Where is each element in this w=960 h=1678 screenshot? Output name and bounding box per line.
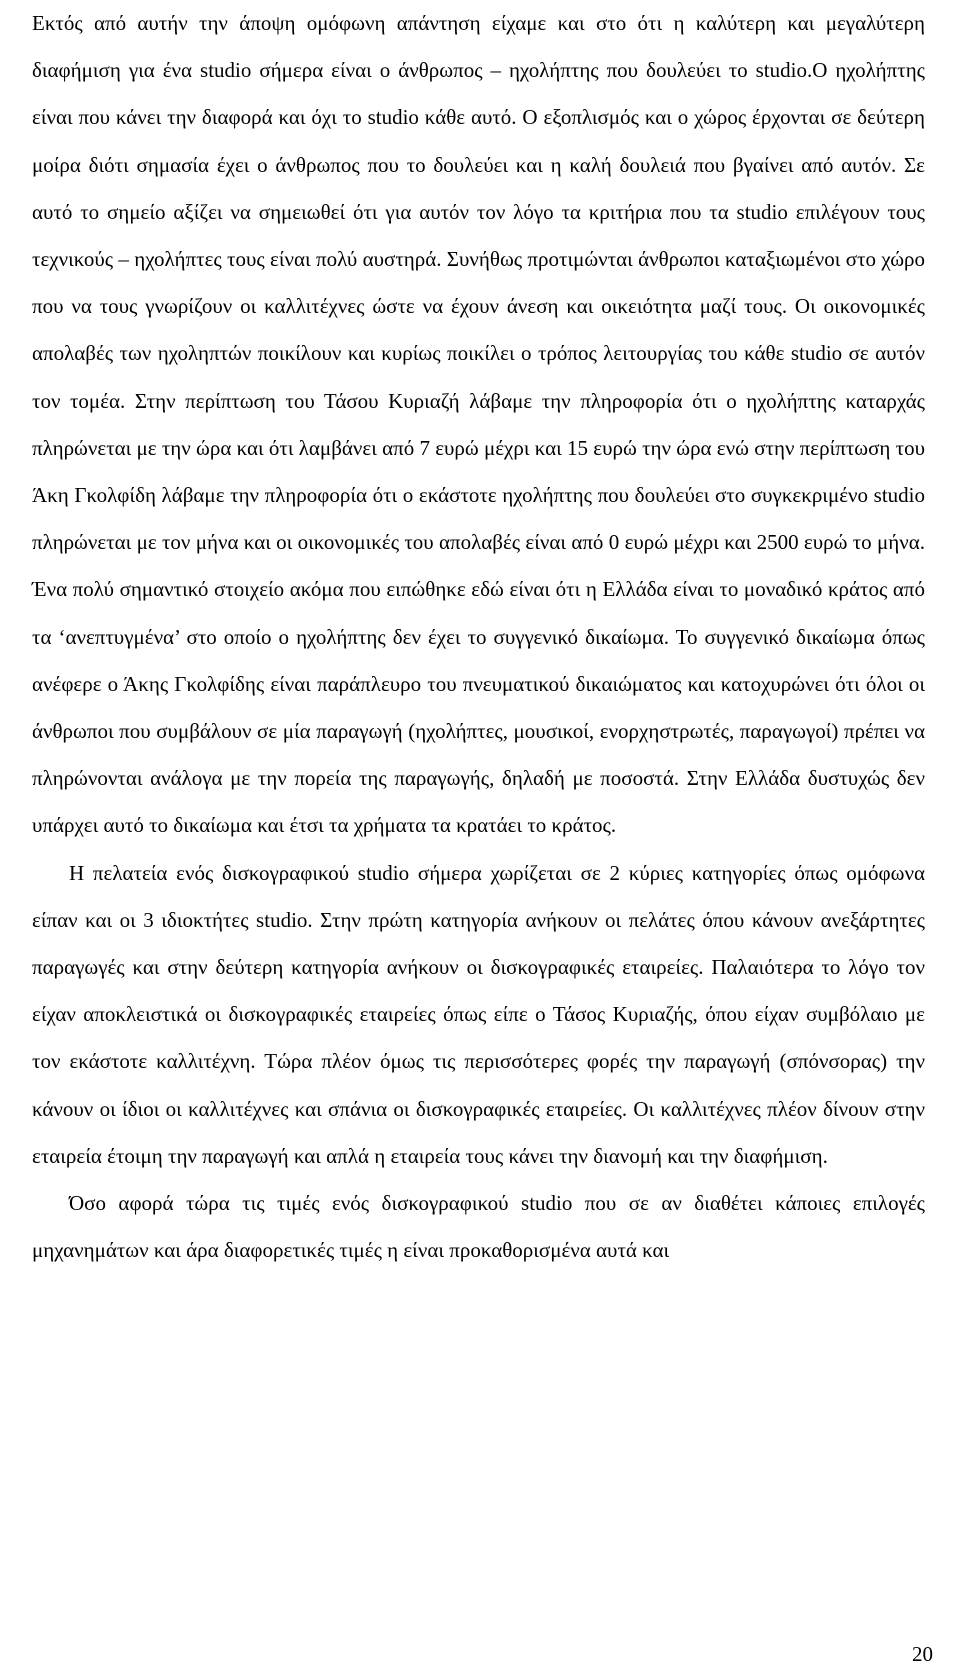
page-number: 20: [912, 1642, 933, 1666]
paragraph-2: Η πελατεία ενός δισκογραφικού studio σήμερα χωρίζεται σε 2 κύριες κατηγορίες όπως ομόφωνα είπαν και οι 3 ιδιοκτήτες studio. Στην πρώτη κατηγορία ανήκουν οι πελάτες όπου κάνουν ανεξάρτητες παραγωγές και στην δεύτερη κατηγορία ανήκουν οι δισκογραφικές εταιρείες. Παλαιότερα το λόγο τον είχαν αποκλειστικά οι δισκογραφικές εταιρείες όπως είπε ο Τάσος Κυριαζής, όπου είχαν συμβόλαιο με τον εκάστοτε καλλιτέχνη. Τώρα πλέον όμως τις περισσότερες φορές την παραγωγή (σπόνσορας) την κάνουν οι ίδιοι οι καλλιτέχνες και σπάνια οι δισκογραφικές εταιρείες. Οι καλλιτέχνες πλέον δίνουν στην εταιρεία έτοιμη την παραγωγή και απλά η εταιρεία τους κάνει την διανομή και την διαφήμιση.: [32, 860, 925, 1168]
paragraph-3: Όσο αφορά τώρα τις τιμές ενός δισκογραφικού studio που σε αν διαθέτει κάποιες επιλογές μηχανημάτων και άρα διαφορετικές τιμές η είναι προκαθορισμένα αυτά και: [32, 1191, 925, 1263]
paragraph-1: Εκτός από αυτήν την άποψη ομόφωνη απάντηση είχαμε και στο ότι η καλύτερη και μεγαλύτερη διαφήμιση για ένα studio σήμερα είναι ο άνθρωπος – ηχολήπτης που δουλεύει το studio.Ο ηχολήπτης είναι που κάνει την διαφορά και όχι το studio κάθε αυτό. Ο εξοπλισμός και ο χώρος έρχονται σε δεύτερη μοίρα διότι σημασία έχει ο άνθρωπος που το δουλεύει και η καλή δουλειά που βγαίνει από αυτόν. Σε αυτό το σημείο αξίζει να σημειωθεί ότι για αυτόν τον λόγο τα κριτήρια που τα studio επιλέγουν τους τεχνικούς – ηχολήπτες τους είναι πολύ αυστηρά. Συνήθως προτιμώνται άνθρωποι καταξιωμένοι στο χώρο που να τους γνωρίζουν οι καλλιτέχνες ώστε να έχουν άνεση και οικειότητα μαζί τους. Οι οικονομικές απολαβές των ηχοληπτών ποικίλουν και κυρίως ποικίλει ο τρόπος λειτουργίας του κάθε studio σε αυτόν τον τομέα. Στην περίπτωση του Τάσου Κυριαζή λάβαμε την πληροφορία ότι ο ηχολήπτης καταρχάς πληρώνεται με την ώρα και ότι λαμβάνει από 7 ευρώ μέχρι και 15 ευρώ την ώρα ενώ στην περίπτωση του Άκη Γκολφίδη λάβαμε την πληροφορία ότι ο εκάστοτε ηχολήπτης που δουλεύει στο συγκεκριμένο studio πληρώνεται με τον μήνα και οι οικονομικές του απολαβές είναι από 0 ευρώ μέχρι και 2500 ευρώ το μήνα. Ένα πολύ σημαντικό στοιχείο ακόμα που ειπώθηκε εδώ είναι ότι η Ελλάδα είναι το μοναδικό κράτος από τα ‘ανεπτυγμένα’ στο οποίο ο ηχολήπτης δεν έχει το συγγενικό δικαίωμα. Το συγγενικό δικαίωμα όπως ανέφερε ο Άκης Γκολφίδης είναι παράπλευρο του πνευματικού δικαιώματος και κατοχυρώνει ότι όλοι οι άνθρωποι που συμβάλουν σε μία παραγωγή (ηχολήπτες, μουσικοί, ενορχηστρωτές, παραγωγοί) πρέπει να πληρώνονται ανάλογα με την πορεία της παραγωγής, δηλαδή με ποσοστά. Στην Ελλάδα δυστυχώς δεν υπάρχει αυτό το δικαίωμα και έτσι τα χρήματα τα κρατάει το κράτος.: [32, 11, 925, 838]
body-text: [32, 0, 925, 1274]
